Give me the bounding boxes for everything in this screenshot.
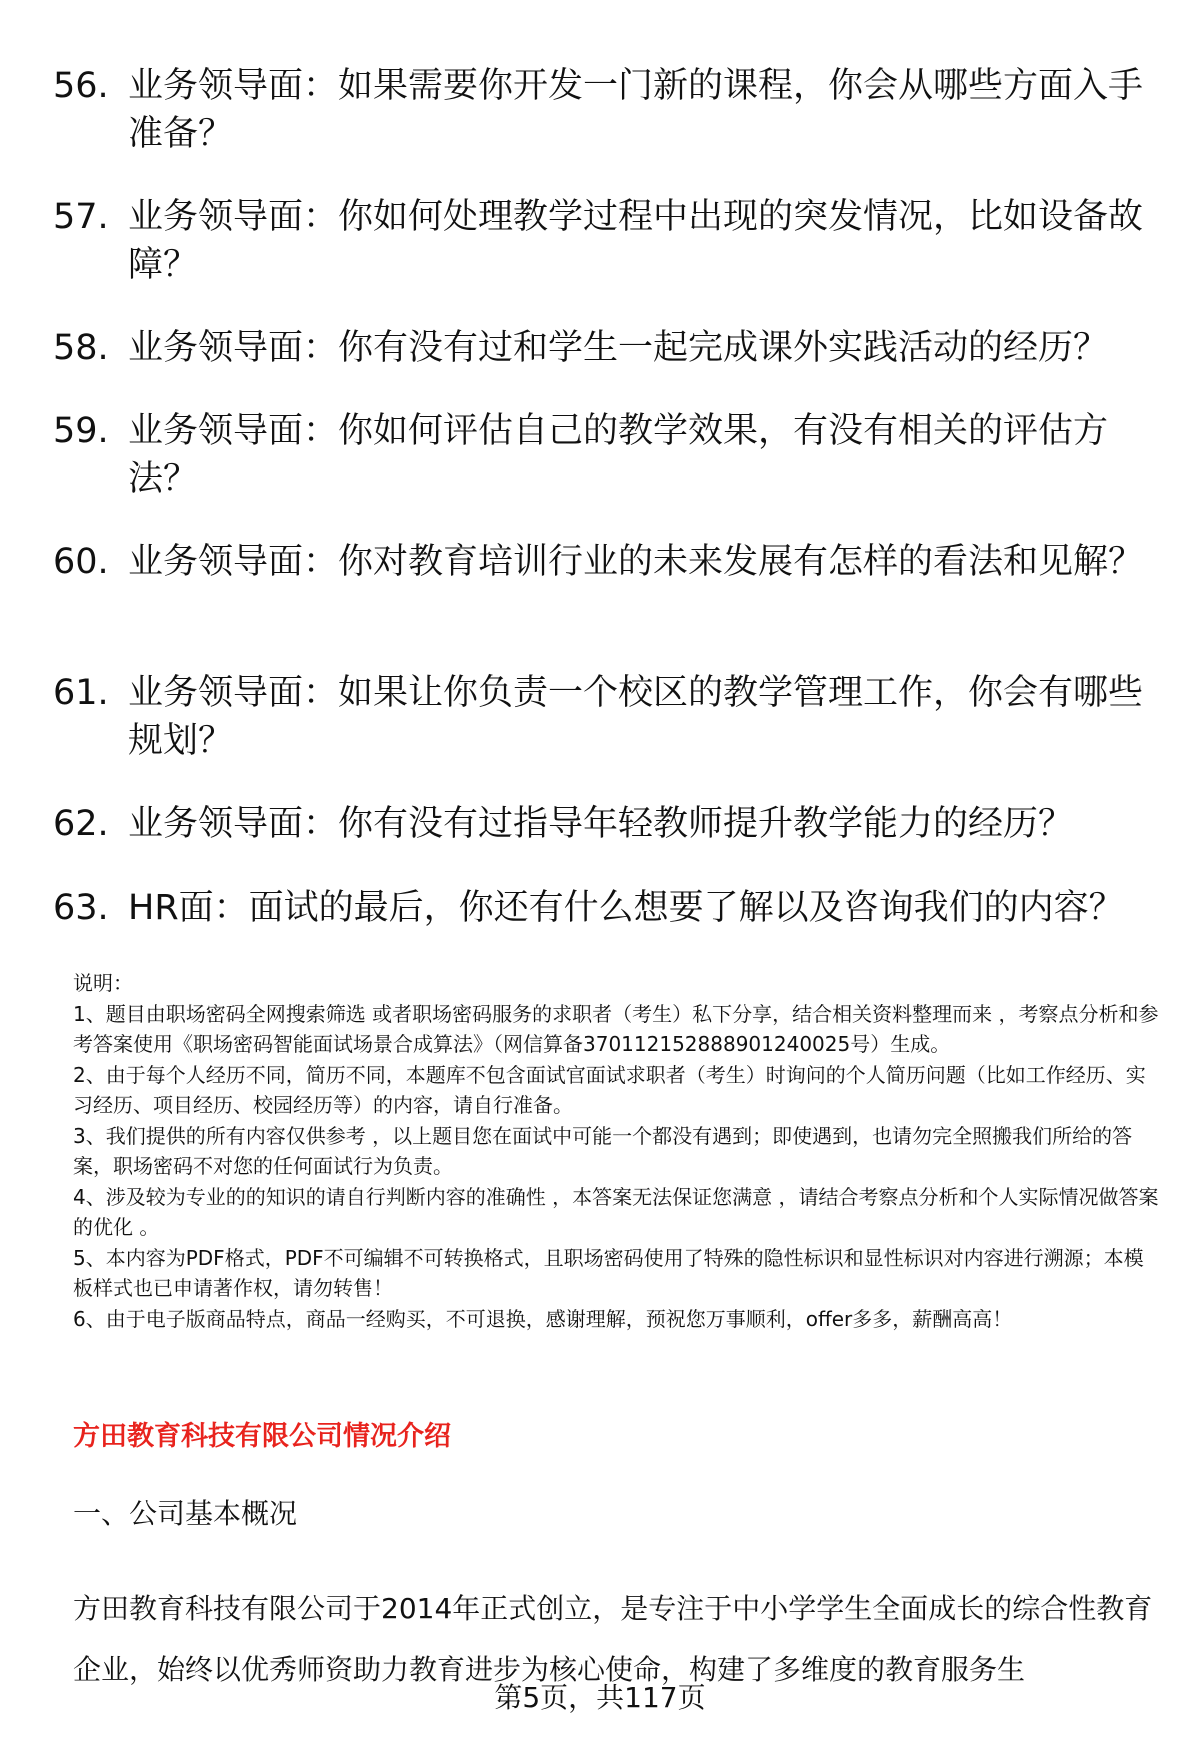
note-item: 5、本内容为PDF格式，PDF不可编辑不可转换格式，且职场密码使用了特殊的隐性标识和显性标识对内容进行溯源；本模板样式也已申请著作权，请勿转售！ [73,1245,1144,1300]
question-text: HR面：面试的最后，你还有什么想要了解以及咨询我们的内容？ [128,888,1124,928]
question-text: 业务领导面：你有没有过和学生一起完成课外实践活动的经历？ [128,328,1109,368]
question-text: 业务领导面：你有没有过指导年轻教师提升教学能力的经历？ [128,804,1074,844]
question-item [53,62,1163,158]
question-number: 57. [53,197,109,237]
question-item [53,669,1163,765]
notes-title: 说明： [73,971,133,995]
question-text: 业务领导面：你对教育培训行业的未来发展有怎样的看法和见解？ [128,542,1144,582]
question-number: 60. [53,542,109,582]
question-number: 58. [53,328,109,368]
question-item [53,193,1163,289]
question-item [53,800,1163,848]
question-item [53,407,1163,503]
question-item [53,884,1163,932]
question-text: 业务领导面：如果需要你开发一门新的课程，你会从哪些方面入手准备？ [128,66,1144,154]
question-item [53,538,1163,586]
question-number: 62. [53,804,109,844]
note-item: 6、由于电子版商品特点，商品一经购买，不可退换，感谢理解，预祝您万事顺利，offer多多，薪酬高高！ [73,1306,1013,1331]
page-footer: 第5页，共117页 [494,1681,706,1714]
notes-section [73,968,1163,1334]
question-number: 59. [53,411,109,451]
note-item: 3、我们提供的所有内容仅供参考 ，以上题目您在面试中可能一个都没有遇到；即使遇到，也请勿完全照搬我们所给的答案，职场密码不对您的任何面试行为负责。 [73,1123,1133,1178]
question-text: 业务领导面：你如何处理教学过程中出现的突发情况，比如设备故障？ [128,197,1144,285]
question-item [53,324,1163,372]
question-number: 63. [53,888,109,928]
company-paragraph: 方田教育科技有限公司于2014年正式创立，是专注于中小学学生全面成长的综合性教育企业，始终以优秀师资助力教育进步为核心使命，构建了多维度的教育服务生 [73,1592,1153,1686]
question-number: 56. [53,66,109,106]
note-item: 2、由于每个人经历不同，简历不同，本题库不包含面试官面试求职者（考生）时询问的个人简历问题（比如工作经历、实习经历、项目经历、校园经历等）的内容，请自行准备。 [73,1062,1146,1117]
question-text: 业务领导面：如果让你负责一个校区的教学管理工作，你会有哪些规划？ [128,673,1144,761]
question-number: 61. [53,673,109,713]
section-title: 一、公司基本概况 [73,1497,298,1530]
note-item: 1、题目由职场密码全网搜索筛选 或者职场密码服务的求职者（考生）私下分享，结合相关资料整理而来 ，考察点分析和参考答案使用《职场密码智能面试场景合成算法》（网信算备370112152888901240025号）生成。 [73,1001,1159,1056]
question-text: 业务领导面：你如何评估自己的教学效果，有没有相关的评估方法？ [128,411,1109,499]
company-heading: 方田教育科技有限公司情况介绍 [73,1421,451,1452]
note-item: 4、涉及较为专业的的知识的请自行判断内容的准确性 ，本答案无法保证您满意 ，请结合考察点分析和个人实际情况做答案的优化 。 [73,1184,1159,1239]
